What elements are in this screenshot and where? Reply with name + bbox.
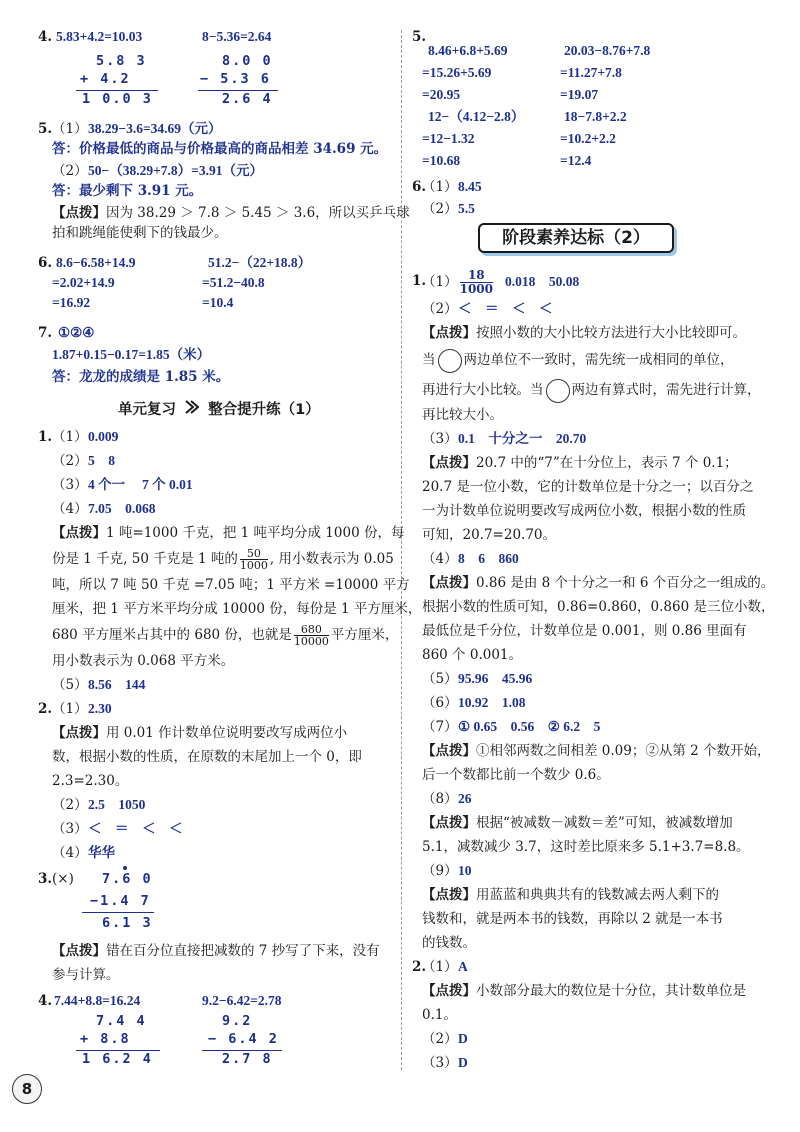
page-number-bar xyxy=(0,1072,12,1106)
part-label: （2） xyxy=(422,201,458,217)
equation: 9.2−6.42=2.78 xyxy=(202,993,282,1008)
calc-step: =19.07 xyxy=(560,87,599,102)
calc-step: =16.92 xyxy=(52,295,91,310)
answer: ＜ ＝ ＜ ＜ xyxy=(458,301,553,316)
tip-text: 1 吨=1000 千克，把 1 吨平均分成 1000 份，每 xyxy=(106,525,405,541)
answer: 26 xyxy=(458,791,472,806)
answer: 0.018 50.08 xyxy=(505,274,580,289)
fraction-denominator: 10000 xyxy=(293,635,329,648)
tip-text: 吨，所以 7 吨 50 千克 =7.05 吨；1 平方米 =10000 平方 xyxy=(52,577,410,593)
part-label: （1） xyxy=(422,179,458,195)
tip-line xyxy=(422,574,774,592)
calc-step: =20.95 xyxy=(422,87,461,102)
question-number: 6. xyxy=(38,255,53,271)
vertical-calc-line: 8.0 0 xyxy=(222,53,273,69)
answer: D xyxy=(458,1055,468,1070)
part-label: （1） xyxy=(52,121,88,137)
question-number: 5. xyxy=(38,121,53,137)
answer-sentence: 答：价格最低的商品与价格最高的商品相差 34.69 元。 xyxy=(52,141,388,157)
tip-line xyxy=(422,346,734,374)
tip-label: 【点拨】 xyxy=(52,725,106,741)
tip-line xyxy=(422,324,746,342)
answer: D xyxy=(458,1031,468,1046)
vertical-calc-line: −1.4 7 xyxy=(90,893,151,909)
calc-step: 51.2−（22+18.8） xyxy=(208,255,312,270)
question-number: 4. xyxy=(38,993,53,1009)
tip-line xyxy=(52,622,398,648)
judgement-mark: (×) xyxy=(52,871,74,887)
tip-line xyxy=(422,982,746,1000)
equation: 5.83+4.2=10.03 xyxy=(56,29,143,44)
calc-step: =2.02+14.9 xyxy=(52,275,115,290)
answer-sentence: 答：龙龙的成绩是 1.85 米。 xyxy=(52,369,230,385)
tip-line xyxy=(422,814,733,832)
tip-text: 参与计算。 xyxy=(52,967,120,983)
part-label: （1） xyxy=(52,429,88,445)
part-label: （3） xyxy=(52,821,88,837)
part-label: （3） xyxy=(422,431,458,447)
answer: 95.96 45.96 xyxy=(458,671,533,686)
section-heading-part: 单元复习 xyxy=(118,402,176,418)
tip-line xyxy=(422,376,761,404)
vertical-calc-line: 5.8 3 xyxy=(96,53,147,69)
tip-text: 错在百分位直接把减数的 7 抄写了下来，没有 xyxy=(106,943,380,959)
calc-step: 20.03−8.76+7.8 xyxy=(564,43,651,58)
tip-text: 小数部分最大的数位是十分位，其计数单位是 xyxy=(476,983,746,999)
answer: 7.05 0.068 xyxy=(88,501,156,516)
tip-text: 用蓝蓝和典典共有的钱数减去两人剩下的 xyxy=(476,887,719,903)
calc-step: 8.46+6.8+5.69 xyxy=(428,43,508,58)
tip-label: 【点拨】 xyxy=(52,943,106,959)
tip-text: 钱数和，就是两本书的钱数，再除以 2 就是一本书 xyxy=(422,911,723,927)
calc-step: =10.68 xyxy=(422,153,461,168)
question-number: 5. xyxy=(412,29,427,45)
fraction xyxy=(294,624,329,647)
question-number: 1. xyxy=(38,429,53,445)
tip-line xyxy=(422,742,771,760)
answer: 0.009 xyxy=(88,429,119,444)
tip-line xyxy=(52,724,347,742)
tip-text: 的钱数。 xyxy=(422,935,476,951)
tip-text: 用 0.01 作计数单位说明要改写成两位小 xyxy=(106,725,348,741)
part-label: （3） xyxy=(52,477,88,493)
tip-text: 0.86 是由 8 个十分之一和 6 个百分之一组成的。 xyxy=(476,575,775,591)
answer-sentence: 答：最少剩下 3.91 元。 xyxy=(52,183,203,199)
tip-text: 拍和跳绳能使剩下的钱最少。 xyxy=(52,225,228,241)
question-number: 3. xyxy=(38,871,53,887)
circle-blank xyxy=(546,379,570,403)
tip-text: 因为 38.29 ＞ 7.8 ＞ 5.45 ＞ 3.6，所以买乒乓球 xyxy=(106,205,410,221)
answer: 2.30 xyxy=(88,701,112,716)
tip-label: 【点拨】 xyxy=(422,983,476,999)
part-label: （2） xyxy=(52,797,88,813)
answer: 2.5 1050 xyxy=(88,797,146,812)
answer: 8.56 144 xyxy=(88,677,146,692)
tip-text: 20.7 是一位小数，它的计数单位是十分之一；以百分之 xyxy=(422,479,754,495)
part-label: （3） xyxy=(422,1055,458,1071)
tip-text: 后一个数都比前一个数少 0.6。 xyxy=(422,767,610,783)
tip-label: 【点拨】 xyxy=(422,743,476,759)
tip-text: 当 xyxy=(422,352,436,368)
question-number: 7. xyxy=(38,325,53,341)
section-heading-part: 整合提升练（1） xyxy=(208,402,320,418)
tip-text: , 用小数表示为 0.05 xyxy=(269,551,394,567)
calc-step: =12.4 xyxy=(560,153,592,168)
question-number: 4. xyxy=(38,29,53,45)
part-label: （2） xyxy=(52,453,88,469)
arrow-icon xyxy=(185,400,199,418)
column-divider xyxy=(401,30,402,1070)
question-number: 2. xyxy=(38,701,53,717)
tip-text: 20.7 中的“7”在十分位上，表示 7 个 0.1； xyxy=(476,455,738,471)
tip-text: 平方厘米， xyxy=(330,627,399,643)
part-label: （4） xyxy=(52,501,88,517)
tip-text: 再比较大小。 xyxy=(422,407,503,423)
tip-text: 最低位是千分位，计数单位是 0.001，则 0.86 里面有 xyxy=(422,623,747,639)
vertical-calc-line: 6.1 3 xyxy=(102,915,153,931)
section-banner: 阶段素养达标（2） xyxy=(478,223,674,253)
question-number: 6. xyxy=(412,179,427,195)
tip-text: 根据小数的性质可知，0.86=0.860，0.860 是三位小数， xyxy=(422,599,775,615)
tip-text: 2.3=2.30。 xyxy=(52,773,129,789)
equation: 8−5.36=2.64 xyxy=(202,29,272,44)
tip-text: 再进行大小比较。当 xyxy=(422,382,544,398)
part-label: （4） xyxy=(52,845,88,861)
tip-text: 根据“被减数－减数＝差”可知，被减数增加 xyxy=(476,815,733,831)
answer: 50−（38.29+7.8）=3.91（元） xyxy=(88,163,263,178)
calc-step: =10.2+2.2 xyxy=(560,131,616,146)
tip-line xyxy=(422,886,719,904)
tip-label: 【点拨】 xyxy=(422,575,476,591)
question-number: 2. xyxy=(412,959,427,975)
fraction-denominator: 1000 xyxy=(459,282,493,296)
vertical-calc-line: 2.7 8 xyxy=(222,1051,273,1067)
tip-text: ①相邻两数之间相差 0.09；②从第 2 个数开始， xyxy=(476,743,771,759)
tip-text: 份是 1 千克, 50 千克是 1 吨的 xyxy=(52,551,238,567)
tip-label: 【点拨】 xyxy=(422,815,476,831)
tip-text: 厘米，把 1 平方米平均分成 10000 份，每份是 1 平方厘米， xyxy=(52,601,422,617)
answer: 0.1 十分之一 20.70 xyxy=(458,431,587,446)
part-label: （6） xyxy=(422,695,458,711)
calc-step: =15.26+5.69 xyxy=(422,65,492,80)
tip-label: 【点拨】 xyxy=(422,325,476,341)
part-label: （8） xyxy=(422,791,458,807)
calc-step: 1.87+0.15−0.17=1.85（米） xyxy=(52,347,211,362)
calc-step: 12−（4.12−2.8） xyxy=(428,109,525,124)
circle-blank xyxy=(438,349,462,373)
calc-step: 8.6−6.58+14.9 xyxy=(56,255,136,270)
tip-text: 一为计数单位说明要改写成两位小数，根据小数的性质 xyxy=(422,503,746,519)
part-label: （2） xyxy=(422,1031,458,1047)
tip-line xyxy=(52,546,394,572)
part-label: （9） xyxy=(422,863,458,879)
tip-line xyxy=(422,454,738,472)
part-label: （1） xyxy=(422,274,458,290)
vertical-calc-line: 1 0.0 3 xyxy=(82,91,153,107)
tip-text: 用小数表示为 0.068 平方米。 xyxy=(52,653,235,669)
vertical-calc-line: + 4.2 xyxy=(80,71,131,87)
calc-step: =11.27+7.8 xyxy=(560,65,622,80)
tip-text: 0.1。 xyxy=(422,1007,457,1023)
answer: ① 0.65 0.56 ② 6.2 5 xyxy=(458,719,601,734)
answer: 10.92 1.08 xyxy=(458,695,526,710)
answer: 38.29−3.6=34.69（元） xyxy=(88,121,222,136)
vertical-calc-line: − 6.4 2 xyxy=(208,1031,279,1047)
part-label: （4） xyxy=(422,551,458,567)
tip-label: 【点拨】 xyxy=(422,887,476,903)
tip-line xyxy=(52,942,380,960)
part-label: （1） xyxy=(52,701,88,717)
answer: 4 个一 7 个 0.01 xyxy=(88,477,193,492)
tip-text: 5.1，减数减少 3.7，这时差比原来多 5.1+3.7=8.8。 xyxy=(422,839,750,855)
calc-step: =51.2−40.8 xyxy=(202,275,265,290)
question-number: 1. xyxy=(412,273,427,289)
part-label: （1） xyxy=(422,959,458,975)
tip-text: 数，根据小数的性质，在原数的末尾加上一个 0，即 xyxy=(52,749,362,765)
tip-label: 【点拨】 xyxy=(52,525,106,541)
calc-step: =12−1.32 xyxy=(422,131,475,146)
part-label: （2） xyxy=(422,301,458,317)
fraction xyxy=(240,548,268,571)
calc-step: 18−7.8+2.2 xyxy=(564,109,627,124)
answer: ①②④ xyxy=(58,325,95,340)
part-label: （5） xyxy=(422,671,458,687)
fraction xyxy=(460,269,493,296)
part-label: （2） xyxy=(52,163,88,179)
part-label: （5） xyxy=(52,677,88,693)
calc-step: =10.4 xyxy=(202,295,234,310)
answer: 华华 xyxy=(88,845,115,860)
calc-rule xyxy=(82,912,154,913)
answer: 5 8 xyxy=(88,453,115,468)
tip-label: 【点拨】 xyxy=(52,205,106,221)
vertical-calc-line: + 8.8 xyxy=(80,1031,131,1047)
fraction-numerator: 50 xyxy=(240,548,268,560)
fraction-numerator: 18 xyxy=(460,269,493,283)
equation: 7.44+8.8=16.24 xyxy=(54,993,141,1008)
vertical-calc-line: 2.6 4 xyxy=(222,91,273,107)
fraction-numerator: 680 xyxy=(294,624,329,636)
tip-line xyxy=(52,524,404,542)
tip-label: 【点拨】 xyxy=(422,455,476,471)
answer: 10 xyxy=(458,863,472,878)
vertical-calc-line: 1 6.2 4 xyxy=(82,1051,153,1067)
answer: 8.45 xyxy=(458,179,482,194)
part-label: （7） xyxy=(422,719,458,735)
fraction-denominator: 1000 xyxy=(239,559,268,572)
vertical-calc-line: 7.4 4 xyxy=(96,1013,147,1029)
tip-text: 860 个 0.001。 xyxy=(422,647,522,663)
vertical-calc-line: − 5.3 6 xyxy=(200,71,271,87)
vertical-calc-line: 9.2 xyxy=(222,1013,253,1029)
tip-text: 680 平方厘米占其中的 680 份，也就是 xyxy=(52,627,292,643)
tip-text: 可知，20.7=20.70。 xyxy=(422,527,557,543)
page-number: 8 xyxy=(12,1074,42,1104)
answer-line xyxy=(422,268,579,296)
tip-line xyxy=(52,204,410,222)
section-heading xyxy=(118,398,320,419)
tip-text: 按照小数的大小比较方法进行大小比较即可。 xyxy=(476,325,746,341)
answer: 5.5 xyxy=(458,201,475,216)
answer: A xyxy=(458,959,468,974)
answer: ＜ ＝ ＜ ＜ xyxy=(88,821,183,836)
vertical-calc-line: 7.6 0 xyxy=(102,871,153,887)
tip-text: 两边有算式时，需先进行计算， xyxy=(571,382,761,398)
answer: 8 6 860 xyxy=(458,551,519,566)
tip-text: 两边单位不一致时，需先统一成相同的单位， xyxy=(463,352,734,368)
